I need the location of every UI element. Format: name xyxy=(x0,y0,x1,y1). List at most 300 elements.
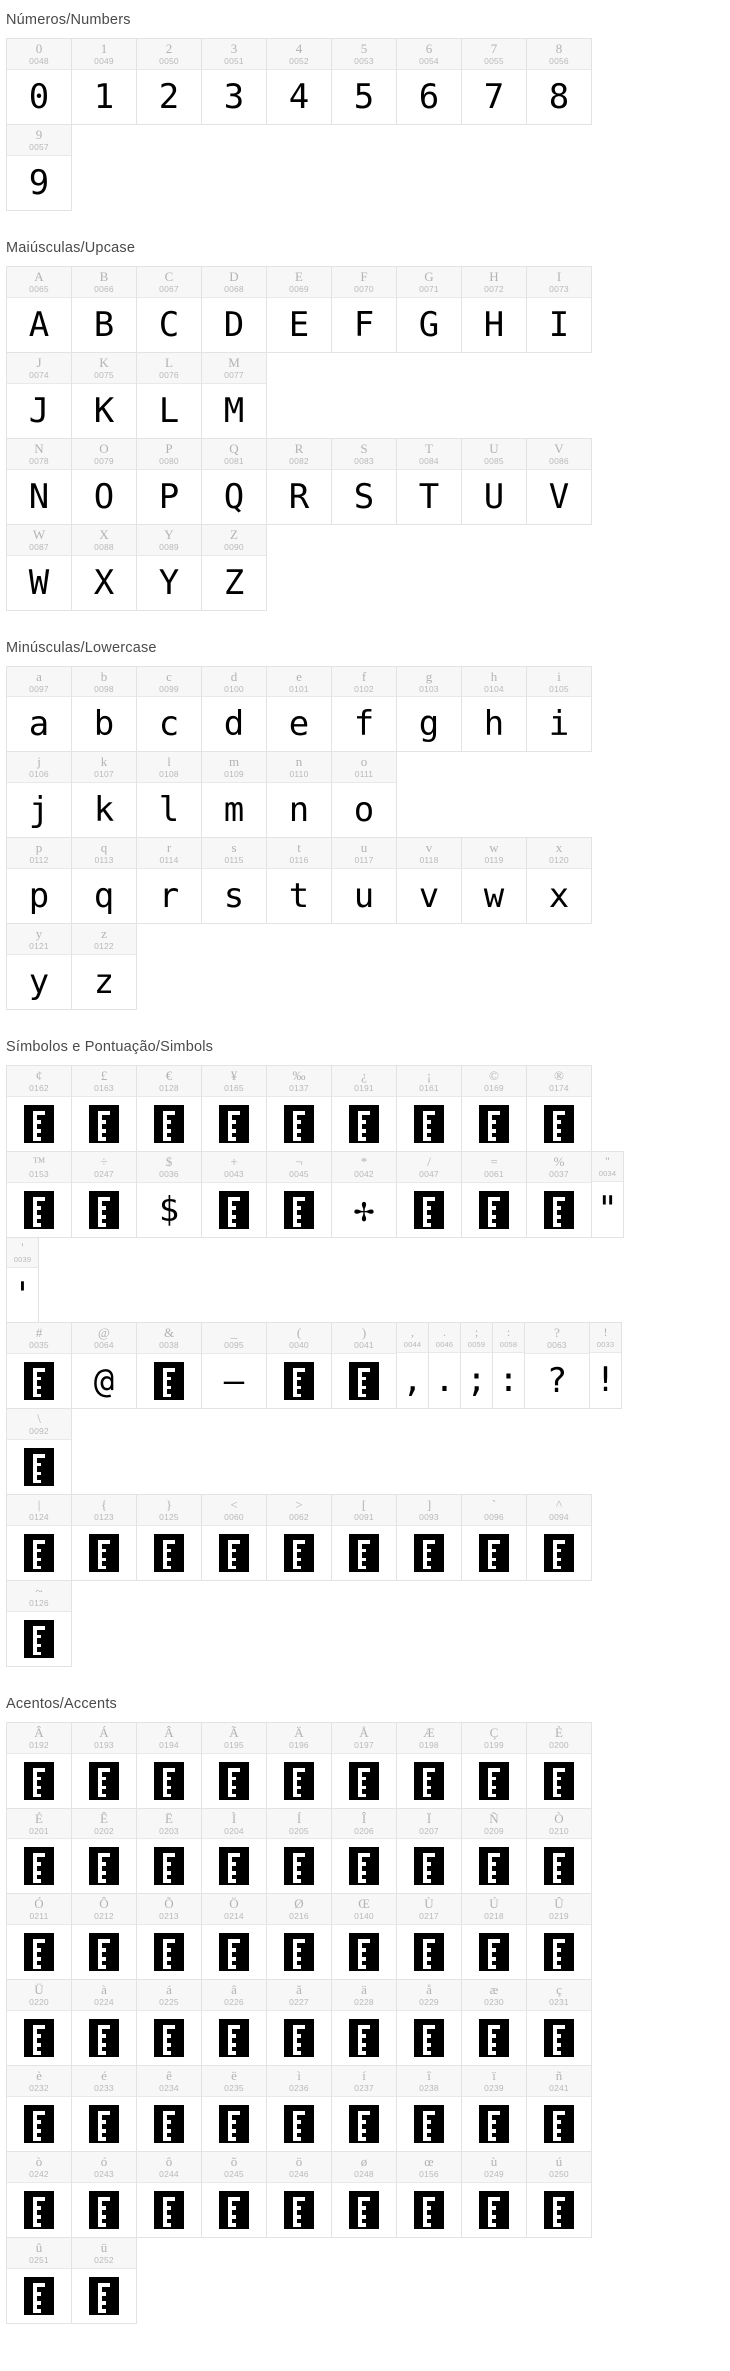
glyph-cell[interactable] xyxy=(6,1722,72,1809)
glyph-cell[interactable] xyxy=(428,1322,461,1409)
tofu-box-icon xyxy=(154,1362,184,1400)
glyph-character-label: Q xyxy=(229,440,239,456)
tofu-box-icon xyxy=(89,1762,119,1800)
glyph-code-label: 0047 xyxy=(419,1169,439,1180)
glyph-meta xyxy=(202,1066,266,1097)
glyph-cell[interactable] xyxy=(526,666,592,753)
glyph-cell[interactable] xyxy=(331,666,397,753)
glyph-missing-box xyxy=(462,2097,526,2151)
glyph-cell[interactable] xyxy=(71,524,137,611)
glyph-cell[interactable] xyxy=(461,266,527,353)
glyph-missing-box xyxy=(332,2011,396,2065)
glyph-character-label: q xyxy=(100,840,108,856)
glyph-cell[interactable] xyxy=(266,1979,332,2066)
glyph-meta xyxy=(202,1495,266,1526)
glyph-cell[interactable] xyxy=(589,1322,622,1409)
glyph-cell[interactable] xyxy=(461,666,527,753)
glyph-cell[interactable] xyxy=(6,438,72,525)
glyph-cell[interactable] xyxy=(461,1151,527,1238)
tofu-box-icon xyxy=(154,2019,184,2057)
glyph-row xyxy=(6,2065,646,2151)
glyph-preview: 8 xyxy=(548,76,570,117)
tofu-box-icon xyxy=(24,1620,54,1658)
glyph-cell[interactable] xyxy=(396,1065,462,1152)
glyph-cell[interactable] xyxy=(331,1722,397,1809)
glyph-cell[interactable] xyxy=(136,438,202,525)
glyph-character-label: C xyxy=(164,268,174,284)
glyph-code-label: 0174 xyxy=(549,1083,569,1094)
glyph-cell[interactable] xyxy=(71,438,137,525)
glyph-character-label: # xyxy=(35,1324,43,1340)
glyph-character-label: ü xyxy=(100,2240,108,2256)
glyph-cell[interactable] xyxy=(526,2065,592,2152)
glyph-cell[interactable] xyxy=(331,1893,397,1980)
glyph-cell[interactable] xyxy=(71,837,137,924)
glyph-cell[interactable] xyxy=(6,524,72,611)
glyph-character-label: ù xyxy=(490,2154,498,2170)
glyph-missing-box xyxy=(7,1354,71,1408)
glyph-code-label: 0048 xyxy=(29,56,49,66)
glyph-code-label: 0076 xyxy=(159,369,179,380)
glyph-meta xyxy=(202,1809,266,1840)
glyph-cell[interactable] xyxy=(71,666,137,753)
glyph-code-label: 0211 xyxy=(29,1911,49,1922)
glyph-meta xyxy=(332,2152,396,2183)
glyph-cell[interactable] xyxy=(266,837,332,924)
glyph-cell[interactable] xyxy=(6,837,72,924)
glyph-cell[interactable] xyxy=(136,666,202,753)
glyph-cell[interactable] xyxy=(6,751,72,838)
glyph-cell[interactable] xyxy=(201,2065,267,2152)
glyph-cell[interactable] xyxy=(396,1979,462,2066)
glyph-code-label: 0077 xyxy=(224,369,244,380)
glyph-meta xyxy=(267,1152,331,1183)
glyph-cell[interactable] xyxy=(526,1808,592,1895)
glyph-cell[interactable] xyxy=(396,1494,462,1581)
glyph-preview: s xyxy=(223,876,245,917)
glyph-character-label: ¿ xyxy=(361,1068,367,1084)
glyph-character-label: 8 xyxy=(555,41,563,56)
glyph-cell[interactable] xyxy=(331,1494,397,1581)
glyph-cell[interactable] xyxy=(396,1808,462,1895)
glyph-cell[interactable] xyxy=(266,751,332,838)
glyph-missing-box xyxy=(267,1183,331,1237)
glyph-cell[interactable] xyxy=(136,1065,202,1152)
glyph-cell[interactable] xyxy=(396,837,462,924)
glyph-cell[interactable] xyxy=(526,1151,592,1238)
glyph-character-label: Î xyxy=(361,1810,367,1826)
glyph-cell[interactable] xyxy=(331,1808,397,1895)
glyph-cell[interactable] xyxy=(461,2151,527,2238)
glyph-missing-box xyxy=(397,2011,461,2065)
tofu-box-icon xyxy=(349,1534,379,1572)
glyph-cell[interactable] xyxy=(461,438,527,525)
glyph-cell[interactable] xyxy=(396,438,462,525)
glyph-cell[interactable] xyxy=(331,438,397,525)
glyph-cell[interactable] xyxy=(492,1322,525,1409)
glyph-cell[interactable] xyxy=(136,524,202,611)
glyph-cell[interactable] xyxy=(266,1893,332,1980)
glyph-code-label: 0044 xyxy=(403,1339,422,1349)
glyph-cell[interactable] xyxy=(461,837,527,924)
glyph-cell[interactable] xyxy=(71,1722,137,1809)
glyph-code-label: 0197 xyxy=(354,1739,374,1750)
glyph-cell[interactable] xyxy=(71,751,137,838)
glyph-preview: D xyxy=(223,304,245,345)
glyph-cell[interactable] xyxy=(201,666,267,753)
glyph-cell[interactable] xyxy=(6,1322,72,1409)
glyph-code-label: 0140 xyxy=(354,1911,374,1922)
glyph-character-label: ) xyxy=(361,1324,367,1340)
glyph-missing-box xyxy=(137,2183,201,2237)
glyph-cell[interactable] xyxy=(266,1808,332,1895)
glyph-cell[interactable] xyxy=(6,1808,72,1895)
glyph-cell[interactable] xyxy=(201,2151,267,2238)
glyph-missing-box xyxy=(202,2011,266,2065)
glyph-meta xyxy=(332,667,396,698)
tofu-box-icon xyxy=(219,2019,249,2057)
glyph-character-label: E xyxy=(295,268,303,284)
tofu-box-icon xyxy=(89,1847,119,1885)
glyph-cell[interactable] xyxy=(331,1065,397,1152)
glyph-cell[interactable] xyxy=(6,1151,72,1238)
glyph-cell[interactable] xyxy=(136,352,202,439)
glyph-cell[interactable] xyxy=(266,666,332,753)
glyph-cell[interactable] xyxy=(461,1893,527,1980)
glyph-cell[interactable] xyxy=(461,1065,527,1152)
glyph-cell[interactable] xyxy=(71,2065,137,2152)
glyph-code-label: 0092 xyxy=(29,1425,49,1436)
glyph-cell[interactable] xyxy=(266,2065,332,2152)
glyph-cell[interactable] xyxy=(6,2237,72,2324)
glyph-character-label: _ xyxy=(230,1324,238,1340)
glyph-code-label: 0059 xyxy=(467,1339,486,1349)
glyph-code-label: 0101 xyxy=(289,683,309,694)
glyph-cell[interactable] xyxy=(331,266,397,353)
glyph-meta xyxy=(72,1323,136,1354)
glyph-cell[interactable] xyxy=(71,266,137,353)
glyph-cell[interactable] xyxy=(201,1808,267,1895)
glyph-cell[interactable] xyxy=(136,751,202,838)
glyph-missing-box xyxy=(332,1097,396,1151)
glyph-cell[interactable] xyxy=(461,1979,527,2066)
glyph-missing-box xyxy=(267,2097,331,2151)
glyph-cell[interactable] xyxy=(331,38,397,125)
section-spacer xyxy=(0,2323,730,2341)
glyph-cell[interactable] xyxy=(6,923,72,1010)
glyph-preview: V xyxy=(548,476,570,517)
glyph-cell[interactable] xyxy=(6,266,72,353)
glyph-character-label: Í xyxy=(296,1810,302,1826)
glyph-cell[interactable] xyxy=(136,1151,202,1238)
glyph-cell[interactable] xyxy=(266,266,332,353)
glyph-character-label: 3 xyxy=(230,41,238,56)
glyph-cell[interactable] xyxy=(266,1322,332,1409)
glyph-meta xyxy=(462,1894,526,1925)
glyph-cell[interactable] xyxy=(526,1979,592,2066)
glyph-cell[interactable] xyxy=(396,666,462,753)
glyph-code-label: 0086 xyxy=(549,455,569,466)
glyph-cell[interactable] xyxy=(526,1494,592,1581)
glyph-cell[interactable] xyxy=(331,1322,397,1409)
glyph-cell[interactable] xyxy=(136,38,202,125)
glyph-cell[interactable] xyxy=(461,1722,527,1809)
glyph-preview: 0 xyxy=(28,76,50,117)
glyph-meta xyxy=(397,838,461,869)
glyph-cell[interactable] xyxy=(331,1151,397,1238)
glyph-missing-box xyxy=(397,1839,461,1893)
glyph-cell[interactable] xyxy=(396,1722,462,1809)
glyph-cell[interactable] xyxy=(201,1494,267,1581)
glyph-code-label: 0246 xyxy=(289,2169,309,2180)
glyph-cell[interactable] xyxy=(201,1065,267,1152)
glyph-cell[interactable] xyxy=(331,1979,397,2066)
tofu-box-icon xyxy=(154,1762,184,1800)
glyph-cell[interactable] xyxy=(71,2237,137,2324)
glyph-cell[interactable] xyxy=(396,266,462,353)
glyph-cell[interactable] xyxy=(136,837,202,924)
glyph-cell[interactable] xyxy=(266,2151,332,2238)
glyph-code-label: 0104 xyxy=(484,683,504,694)
glyph-preview: r xyxy=(158,876,180,917)
glyph-cell[interactable] xyxy=(71,923,137,1010)
glyph-code-label: 0095 xyxy=(224,1339,244,1350)
glyph-cell[interactable] xyxy=(331,837,397,924)
glyph-code-label: 0252 xyxy=(94,2255,114,2266)
glyph-character-label: { xyxy=(100,1496,108,1512)
glyph-code-label: 0198 xyxy=(419,1739,439,1750)
glyph-cell[interactable] xyxy=(266,38,332,125)
glyph-cell[interactable] xyxy=(136,1322,202,1409)
glyph-cell[interactable] xyxy=(201,38,267,125)
glyph-cell[interactable] xyxy=(6,1237,39,1323)
glyph-cell[interactable] xyxy=(6,2151,72,2238)
glyph-meta xyxy=(137,39,201,70)
glyph-code-label: 0244 xyxy=(159,2169,179,2180)
glyph-cell[interactable] xyxy=(201,1979,267,2066)
glyph-meta xyxy=(527,1723,591,1754)
glyph-cell[interactable] xyxy=(136,1808,202,1895)
glyph-meta xyxy=(7,924,71,955)
glyph-cell[interactable] xyxy=(266,438,332,525)
glyph-cell[interactable] xyxy=(526,1065,592,1152)
glyph-cell[interactable] xyxy=(71,352,137,439)
glyph-character-label: 1 xyxy=(100,41,108,56)
glyph-cell[interactable] xyxy=(6,666,72,753)
glyph-cell[interactable] xyxy=(201,1151,267,1238)
tofu-box-icon xyxy=(154,2191,184,2229)
glyph-cell[interactable] xyxy=(331,2065,397,2152)
glyph-meta xyxy=(397,267,461,298)
glyph-meta xyxy=(267,39,331,70)
glyph-cell[interactable] xyxy=(201,837,267,924)
glyph-cell[interactable] xyxy=(524,1322,590,1409)
glyph-code-label: 0161 xyxy=(419,1083,439,1094)
tofu-box-icon xyxy=(24,2277,54,2315)
glyph-cell[interactable] xyxy=(526,2151,592,2238)
glyph-missing-box xyxy=(462,2011,526,2065)
glyph-character-label: m xyxy=(228,754,240,770)
glyph-character-label: Ú xyxy=(489,1896,499,1912)
glyph-meta xyxy=(137,1152,201,1183)
glyph-cell[interactable] xyxy=(201,266,267,353)
glyph-section xyxy=(0,0,730,228)
glyph-cell[interactable] xyxy=(136,266,202,353)
glyph-code-label: 0036 xyxy=(159,1169,179,1180)
glyph-cell[interactable] xyxy=(396,1322,429,1409)
glyph-cell[interactable] xyxy=(136,1494,202,1581)
glyph-missing-box xyxy=(7,2269,71,2323)
glyph-cell[interactable] xyxy=(201,751,267,838)
glyph-code-label: 0098 xyxy=(94,683,114,694)
glyph-cell[interactable] xyxy=(461,38,527,125)
glyph-cell[interactable] xyxy=(136,2151,202,2238)
glyph-code-label: 0121 xyxy=(29,941,49,952)
glyph-code-label: 0109 xyxy=(224,769,244,780)
glyph-cell[interactable] xyxy=(591,1151,624,1238)
glyph-preview: E xyxy=(288,304,310,345)
glyph-character-label: Ê xyxy=(100,1810,108,1826)
glyph-cell[interactable] xyxy=(136,1722,202,1809)
glyph-preview: W xyxy=(28,562,50,603)
glyph-character-label: Â xyxy=(164,1724,174,1740)
glyph-cell[interactable] xyxy=(6,2065,72,2152)
glyph-character-label: n xyxy=(295,754,303,770)
glyph-character-label: + xyxy=(230,1154,238,1170)
tofu-box-icon xyxy=(24,2191,54,2229)
glyph-cell[interactable] xyxy=(6,1893,72,1980)
glyph-cell[interactable] xyxy=(71,1065,137,1152)
glyph-character-label: â xyxy=(231,1982,237,1998)
glyph-cell[interactable] xyxy=(396,1893,462,1980)
glyph-cell[interactable] xyxy=(6,1979,72,2066)
glyph-cell[interactable] xyxy=(526,266,592,353)
glyph-cell[interactable] xyxy=(6,1580,72,1667)
glyph-missing-box xyxy=(267,1526,331,1580)
glyph-cell[interactable] xyxy=(201,1322,267,1409)
glyph-preview: t xyxy=(288,876,310,917)
glyph-cell[interactable] xyxy=(526,38,592,125)
glyph-cell[interactable] xyxy=(71,1151,137,1238)
tofu-box-icon xyxy=(24,2019,54,2057)
glyph-cell[interactable] xyxy=(6,1408,72,1495)
glyph-cell[interactable] xyxy=(136,2065,202,2152)
glyph-character-label: Œ xyxy=(358,1896,370,1912)
glyph-code-label: 0200 xyxy=(549,1739,569,1750)
glyph-cell[interactable] xyxy=(266,1151,332,1238)
glyph-cell[interactable] xyxy=(396,2151,462,2238)
glyph-cell[interactable] xyxy=(526,837,592,924)
section-spacer xyxy=(0,610,730,628)
glyph-cell[interactable] xyxy=(461,1808,527,1895)
glyph-cell[interactable] xyxy=(71,38,137,125)
glyph-cell[interactable] xyxy=(201,1722,267,1809)
tofu-box-icon xyxy=(219,1847,249,1885)
glyph-cell[interactable] xyxy=(266,1065,332,1152)
glyph-missing-box xyxy=(397,1925,461,1979)
glyph-cell[interactable] xyxy=(201,1893,267,1980)
glyph-code-label: 0111 xyxy=(354,769,374,780)
glyph-character-label: ( xyxy=(296,1324,302,1340)
glyph-row xyxy=(6,1808,646,1894)
tofu-box-icon xyxy=(219,1534,249,1572)
glyph-cell[interactable] xyxy=(71,1494,137,1581)
glyph-character-label: < xyxy=(230,1496,238,1512)
tofu-box-icon xyxy=(284,1105,314,1143)
glyph-cell[interactable] xyxy=(71,1322,137,1409)
section-spacer xyxy=(0,210,730,228)
tofu-box-icon xyxy=(349,1847,379,1885)
glyph-meta xyxy=(7,125,71,156)
glyph-cell[interactable] xyxy=(136,1979,202,2066)
glyph-character-label: / xyxy=(427,1154,431,1170)
glyph-cell[interactable] xyxy=(396,2065,462,2152)
glyph-character-label: Õ xyxy=(164,1896,174,1912)
glyph-meta xyxy=(72,267,136,298)
glyph-meta xyxy=(137,2152,201,2183)
glyph-cell[interactable] xyxy=(6,352,72,439)
glyph-meta xyxy=(267,1723,331,1754)
glyph-cell[interactable] xyxy=(331,2151,397,2238)
glyph-meta xyxy=(7,1723,71,1754)
glyph-cell[interactable] xyxy=(71,1979,137,2066)
glyph-meta xyxy=(267,1809,331,1840)
glyph-character-label: Ò xyxy=(554,1810,564,1826)
glyph-cell[interactable] xyxy=(6,1065,72,1152)
glyph-cell[interactable] xyxy=(71,1893,137,1980)
glyph-character-label: Â xyxy=(34,1724,44,1740)
glyph-meta xyxy=(332,2066,396,2097)
glyph-code-label: 0037 xyxy=(549,1169,569,1180)
glyph-cell[interactable] xyxy=(6,124,72,211)
glyph-cell[interactable] xyxy=(396,1151,462,1238)
glyph-cell[interactable] xyxy=(71,2151,137,2238)
glyph-meta xyxy=(7,2152,71,2183)
glyph-code-label: 0195 xyxy=(224,1739,244,1750)
glyph-character-label: Ô xyxy=(99,1896,109,1912)
glyph-cell[interactable] xyxy=(461,2065,527,2152)
glyph-cell[interactable] xyxy=(526,1722,592,1809)
glyph-meta xyxy=(332,439,396,470)
tofu-box-icon xyxy=(349,1105,379,1143)
glyph-code-label: 0233 xyxy=(94,2083,114,2094)
glyph-cell[interactable] xyxy=(331,751,397,838)
glyph-character-label: U xyxy=(489,440,499,456)
glyph-cell[interactable] xyxy=(526,438,592,525)
glyph-code-label: 0055 xyxy=(484,56,504,66)
glyph-cell[interactable] xyxy=(201,524,267,611)
glyph-code-label: 0125 xyxy=(159,1511,179,1522)
glyph-cell[interactable] xyxy=(526,1893,592,1980)
glyph-cell[interactable] xyxy=(461,1494,527,1581)
glyph-character-label: © xyxy=(489,1068,499,1084)
glyph-missing-box xyxy=(267,2183,331,2237)
glyph-cell[interactable] xyxy=(136,1893,202,1980)
glyph-cell[interactable] xyxy=(201,352,267,439)
glyph-cell[interactable] xyxy=(6,38,72,125)
glyph-cell[interactable] xyxy=(460,1322,493,1409)
glyph-cell[interactable] xyxy=(266,1494,332,1581)
glyph-cell[interactable] xyxy=(71,1808,137,1895)
glyph-meta xyxy=(462,39,526,70)
glyph-cell[interactable] xyxy=(266,1722,332,1809)
glyph-missing-box xyxy=(137,2011,201,2065)
glyph-cell[interactable] xyxy=(6,1494,72,1581)
glyph-cell[interactable] xyxy=(201,438,267,525)
glyph-code-label: 0078 xyxy=(29,455,49,466)
tofu-box-icon xyxy=(544,2019,574,2057)
glyph-cell[interactable] xyxy=(396,38,462,125)
